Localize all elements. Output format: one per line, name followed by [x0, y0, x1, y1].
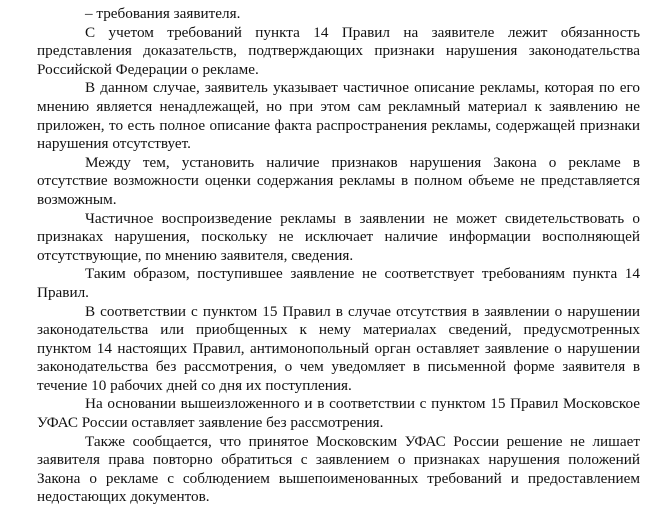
paragraph-rule-15: В соответствии с пунктом 15 Правил в случае отсутствия в заявлении о нарушении законодательства или приобщенных к нему материалах сведений, предусмотренных пунктом 14 настоящих Правил, антимонопольный орган оставляет заявление о нарушении законодательства без рассмотрения, о чем уведомляет в письменной форме заявителя в течение 10 рабочих дней со дня их поступления.: [37, 302, 640, 394]
paragraph-partial-reproduction: Частичное воспроизведение рекламы в заявлении не может свидетельствовать о признаках нарушения, поскольку не исключает наличие информации восполняющей отсутствующие, по мнению заявителя, сведения.: [37, 209, 640, 264]
paragraph-impossible-assessment: Между тем, установить наличие признаков нарушения Закона о рекламе в отсутствие возможности оценки содержания рекламы в полном объеме не представляется возможным.: [37, 153, 640, 208]
paragraph-partial-description: В данном случае, заявитель указывает частичное описание рекламы, которая по его мнению является ненадлежащей, но при этом сам рекламный материал к заявлению не приложен, то есть полное описание факта распространения рекламы, содержащей признаки нарушения отсутствует.: [37, 79, 640, 153]
paragraph-applicant-requirements: – требования заявителя.: [85, 5, 241, 22]
paragraph-decision: На основании вышеизложенного и в соответствии с пунктом 15 Правил Московское УФАС России оставляет заявление без рассмотрения.: [37, 395, 640, 432]
paragraph-evidence-obligation: С учетом требований пункта 14 Правил на заявителе лежит обязанность представления доказательств, подтверждающих признаки нарушения законодательства Российской Федерации о рекламе.: [37, 23, 640, 78]
paragraph-right-to-reapply: Также сообщается, что принятое Московским УФАС России решение не лишает заявителя права повторно обратиться с заявлением о признаках нарушения положений Закона о рекламе с соблюдением вышепоименованных требований и предоставлением недостающих документов.: [37, 432, 640, 506]
paragraph-noncompliance: Таким образом, поступившее заявление не соответствует требованиям пункта 14 Правил.: [37, 265, 640, 301]
